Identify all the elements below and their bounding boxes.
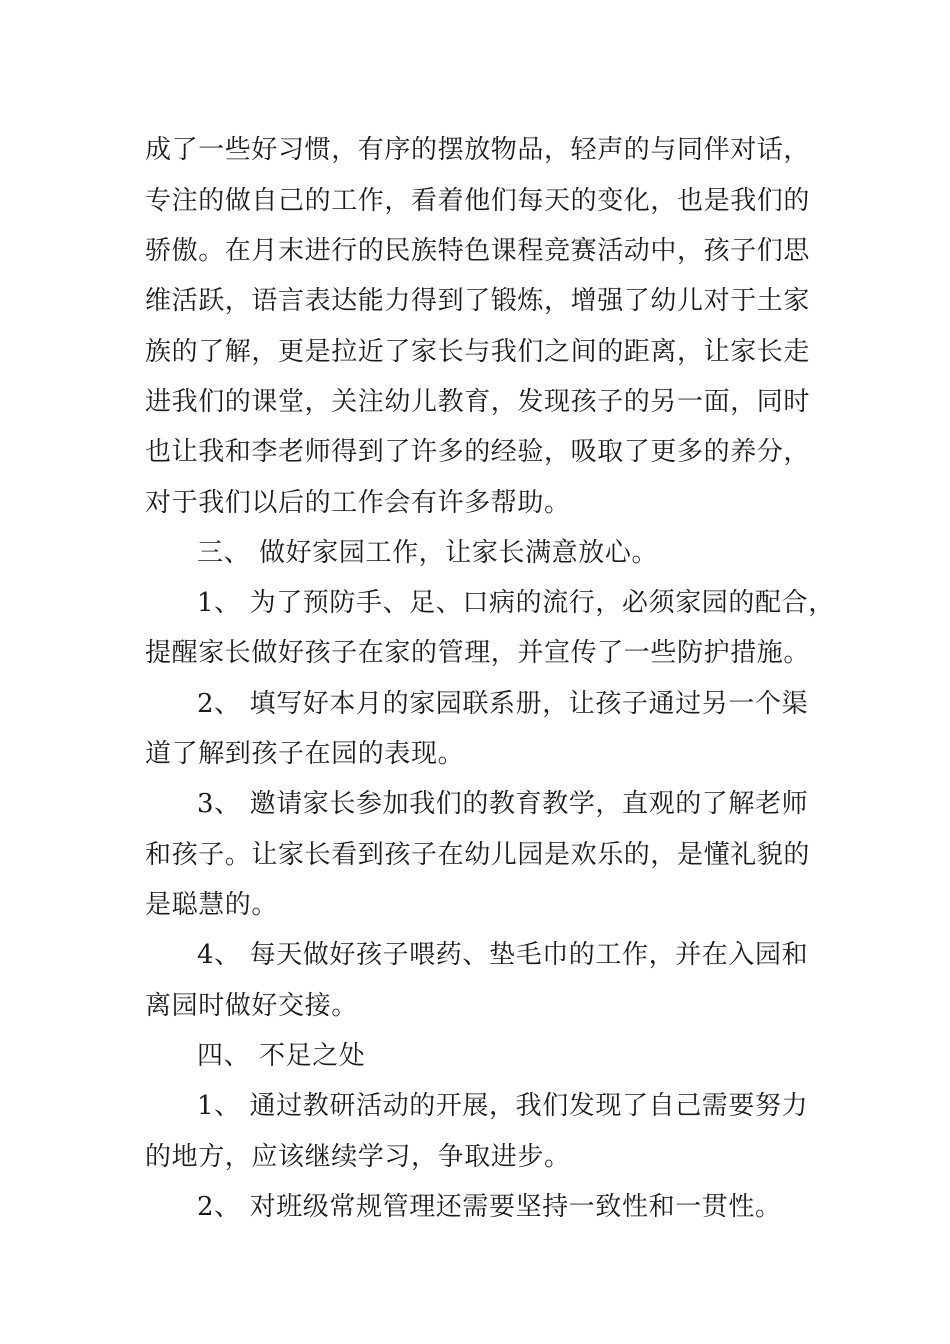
text-line: 的地方，应该继续学习，争取进步。 xyxy=(145,1142,571,1172)
section-heading: 三、 做好家园工作，让家长满意放心。 xyxy=(197,538,659,568)
text-line: 专注的做自己的工作，看着他们每天的变化，也是我们的 xyxy=(145,186,811,216)
list-item: 3、 邀请家长参加我们的教育教学，直观的了解老师 xyxy=(197,789,809,819)
list-item: 2、 对班级常规管理还需要坚持一致性和一贯性。 xyxy=(197,1192,782,1222)
list-item: 2、 填写好本月的家园联系册，让孩子通过另一个渠 xyxy=(197,689,809,719)
text-line: 族的了解，更是拉近了家长与我们之间的距离，让家长走 xyxy=(145,337,811,367)
text-line: 道了解到孩子在园的表现。 xyxy=(145,739,465,769)
text-line: 维活跃，语言表达能力得到了锻炼，增强了幼儿对于土家 xyxy=(145,286,811,316)
text-line: 和孩子。让家长看到孩子在幼儿园是欢乐的，是懂礼貌的 xyxy=(145,840,811,870)
list-item: 4、 每天做好孩子喂药、垫毛巾的工作，并在入园和 xyxy=(197,940,809,970)
text-line: 也让我和李老师得到了许多的经验，吸取了更多的养分， xyxy=(145,437,811,467)
text-line: 对于我们以后的工作会有许多帮助。 xyxy=(145,488,571,518)
text-line: 离园时做好交接。 xyxy=(145,991,358,1021)
list-item: 1、 为了预防手、足、口病的流行，必须家园的配合， xyxy=(197,588,835,618)
text-line: 是聪慧的。 xyxy=(145,890,279,920)
text-line: 进我们的课堂，关注幼儿教育，发现孩子的另一面，同时 xyxy=(145,387,811,417)
text-line: 骄傲。在月末进行的民族特色课程竞赛活动中，孩子们思 xyxy=(145,236,811,266)
text-line: 提醒家长做好孩子在家的管理，并宣传了一些防护措施。 xyxy=(145,638,811,668)
text-line: 成了一些好习惯，有序的摆放物品，轻声的与同伴对话， xyxy=(145,135,811,165)
list-item: 1、 通过教研活动的开展，我们发现了自己需要努力 xyxy=(197,1091,809,1121)
section-heading: 四、 不足之处 xyxy=(197,1041,366,1071)
